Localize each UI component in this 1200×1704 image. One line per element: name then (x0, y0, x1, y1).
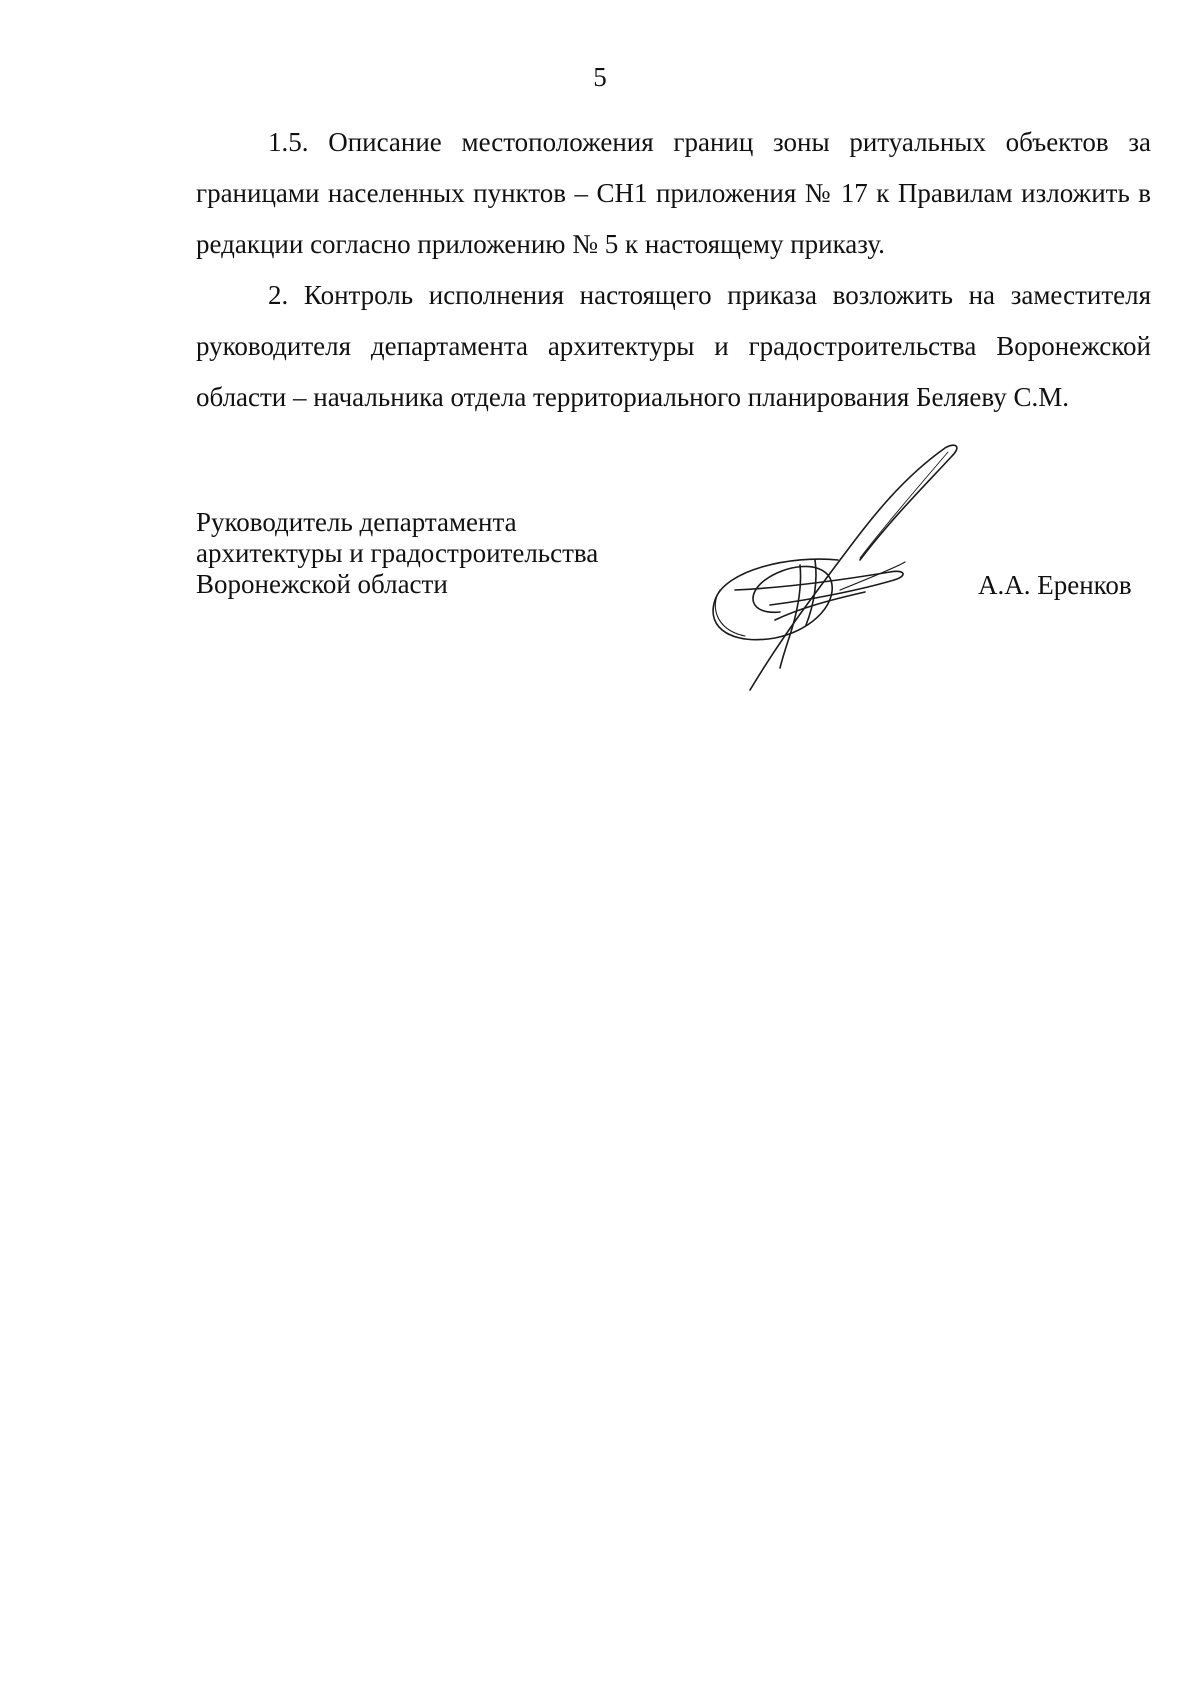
paragraph-1-5: 1.5. Описание местоположения границ зоны ритуальных объектов за границами населенных пунктов – СН1 приложения № 17 к Правилам изложить в редакции согласно приложению № 5 к настоящему приказу. (196, 127, 1151, 259)
document-body (196, 117, 1151, 423)
handwritten-signature-icon (690, 440, 1010, 700)
paragraph-2: 2. Контроль исполнения настоящего приказа возложить на заместителя руководителя департамента архитектуры и градостроительства Воронежской области – начальника отдела территориального планирования Беляеву С.М. (196, 280, 1151, 412)
signer-position-line: архитектуры и градостроительства (196, 538, 599, 568)
signer-position-line: Руководитель департамента (196, 507, 517, 537)
signer-position-line: Воронежской области (196, 569, 448, 599)
page-number: 5 (593, 62, 607, 92)
signer-position (196, 507, 598, 600)
signer-name: А.А. Еренков (978, 570, 1132, 600)
